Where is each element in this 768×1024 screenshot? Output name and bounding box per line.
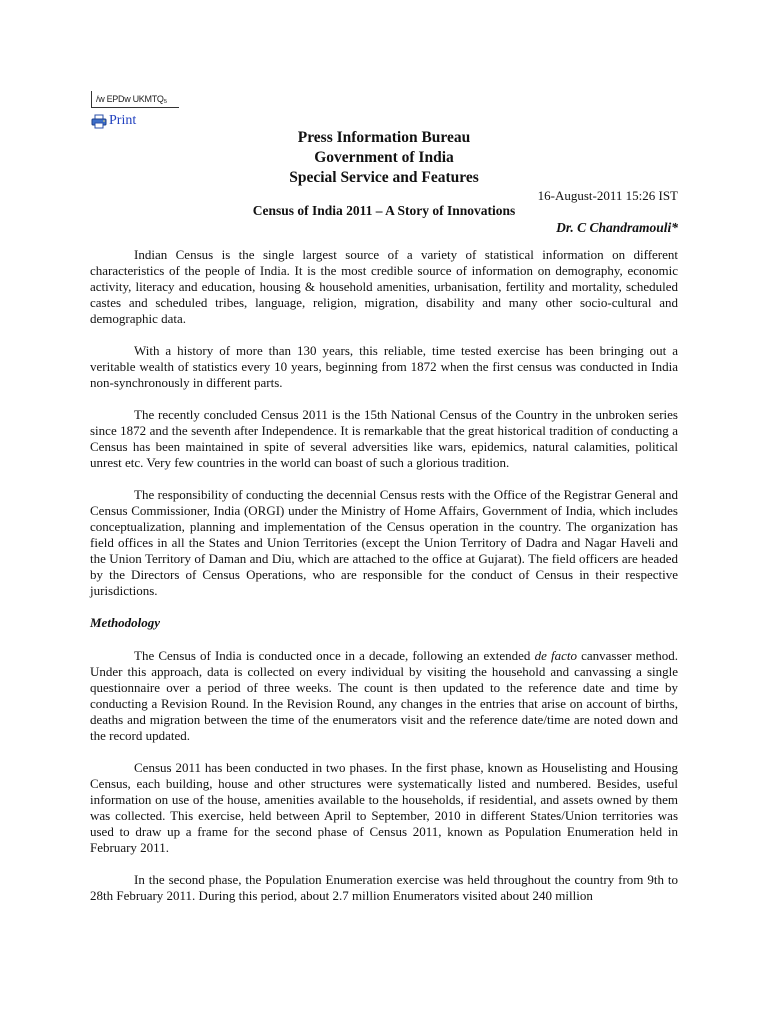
- methodology-paragraph-2: Census 2011 has been conducted in two phases. In the first phase, known as Houselisting and Housing Census, each building, house and other structures were systematically listed and numbered. Besides, useful information on use of the house, amenities available to the households, if residential, and assets owned by them was collected. This exercise, held between April to September, 2010 in different States/Union territories was used to draw up a frame for the second phase of Census 2011, known as Population Enumeration held in February 2011.: [90, 760, 678, 855]
- print-link[interactable]: [91, 113, 136, 129]
- header-section: Special Service and Features: [289, 169, 479, 186]
- viewstate-stamp: /w EPDw UKMTQ₅: [91, 91, 179, 108]
- printer-icon: [91, 114, 107, 129]
- text-run: canvasser method. Under this approach, data is collected on every individual by visiting the household and canvassing a single questionnaire over a period of three weeks. The count is then updated to the reference date and time by conducting a Revision Round. In the Revision Round, any changes in the entries that arise on account of births, deaths and migration between the time of the enumerators visit and the reference date/time are noted down and the record updated.: [90, 648, 678, 743]
- article-body: [90, 247, 678, 920]
- paragraph-2: With a history of more than 130 years, this reliable, time tested exercise has been bringing out a veritable wealth of statistics every 10 years, beginning from 1872 when the first census was conducted in India non-synchronously in different parts.: [90, 343, 678, 390]
- paragraph-3: The recently concluded Census 2011 is the 15th National Census of the Country in the unbroken series since 1872 and the seventh after Independence. It is remarkable that the great historical tradition of conducting a Census has been maintained in spite of several adversities like wars, epidemics, natural calamities, political unrest etc. Very few countries in the world can boast of such a glorious tradition.: [90, 407, 678, 470]
- text-run: The Census of India is conducted once in a decade, following an extended: [134, 648, 535, 663]
- header-org: Press Information Bureau: [297, 129, 471, 146]
- methodology-paragraph-3: In the second phase, the Population Enumeration exercise was held throughout the country from 9th to 28th February 2011. During this period, about 2.7 million Enumerators visited about 240 million: [90, 872, 678, 903]
- methodology-paragraph-1: [90, 648, 678, 744]
- italic-term: de facto: [534, 648, 577, 663]
- header-government: Government of India: [314, 149, 454, 166]
- paragraph-1: Indian Census is the single largest source of a variety of statistical information on different characteristics of the people of India. It is the most credible source of information on demography, economic activity, literacy and education, housing & household amenities, urbanisation, fertility and mortality, scheduled castes and scheduled tribes, language, religion, migration, disability and many other socio-cultural and demographic data.: [90, 247, 678, 326]
- print-link-label: Print: [109, 113, 137, 128]
- dateline: 16-August-2011 15:26 IST: [537, 188, 678, 203]
- article-title: Census of India 2011 – A Story of Innovations: [252, 203, 516, 218]
- paragraph-4: The responsibility of conducting the decennial Census rests with the Office of the Registrar General and Census Commissioner, India (ORGI) under the Ministry of Home Affairs, Government of India, which includes conceptualization, planning and implementation of the Census operation in the country. The organization has field offices in all the States and Union Territories (except the Union Territory of Dadra and Nagar Haveli and the Union Territory of Daman and Diu, which are attached to the office at Gujarat). The field officers are headed by the Directors of Census Operations, who are responsible for the conduct of Census in their respective jurisdictions.: [90, 487, 678, 598]
- article-author: Dr. C Chandramouli*: [556, 220, 678, 235]
- methodology-heading: Methodology: [90, 615, 161, 630]
